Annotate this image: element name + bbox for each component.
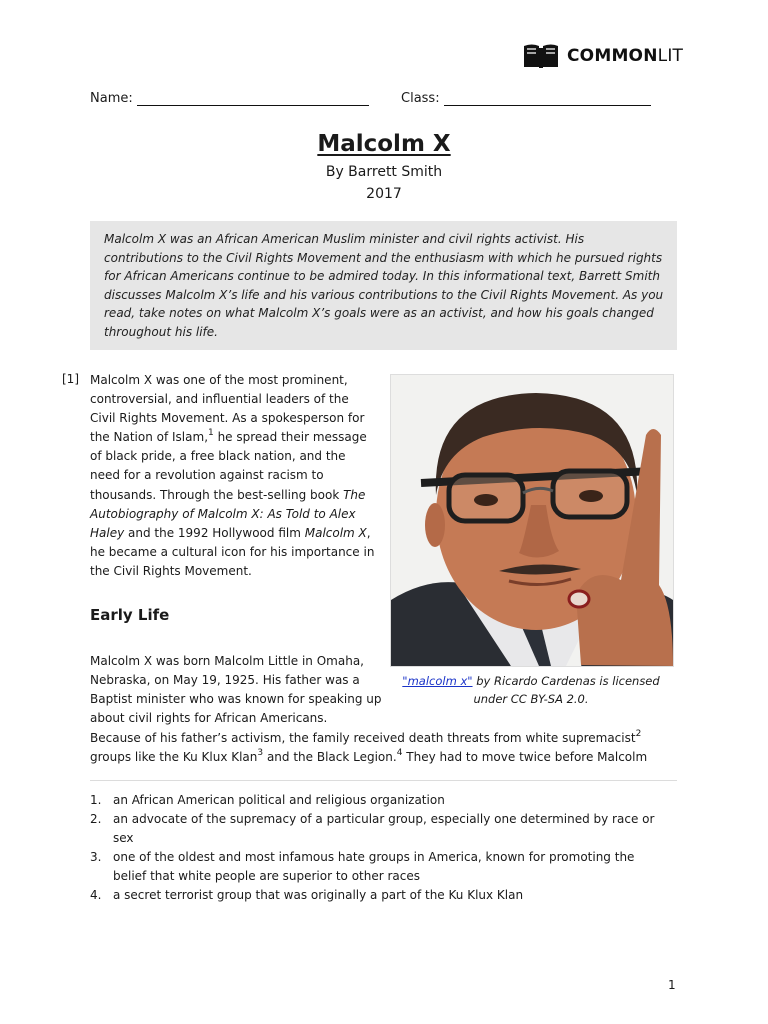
name-blank[interactable] xyxy=(137,91,369,106)
byline: By Barrett Smith xyxy=(325,164,443,180)
commonlit-logo xyxy=(522,42,683,70)
brand-name: COMMONLIT xyxy=(567,46,684,66)
image-caption: "malcolm x" by Ricardo Cardenas is licensed under CC BY-SA 2.0. xyxy=(402,674,660,706)
section-heading: Early Life xyxy=(90,606,170,624)
footnotes-list xyxy=(90,791,670,906)
malcolm-x-portrait xyxy=(390,374,674,667)
page-number: 1 xyxy=(668,978,676,992)
footnote-ref-3[interactable]: 3 xyxy=(257,748,264,759)
footnote-item: 4. a secret terrorist group that was originally a part of the Ku Klux Klan xyxy=(90,888,524,903)
book-icon xyxy=(522,42,560,70)
footnote-ref-1[interactable]: 1 xyxy=(208,428,214,439)
caption-link[interactable]: "malcolm x" xyxy=(402,674,473,688)
footnote-item: 1. an African American political and religious organization xyxy=(90,793,445,807)
paragraph-1: Malcolm X was one of the most prominent, controversial, and influential leaders of the Civil Rights Movement. As a spokesperson for the Nation of Islam,$^1$ he spread their message of black pride, a free black nation, and the need for a revolution against racism to thousands. Through the best-selling book The Autobiography of Malcolm X: As Told to Alex Haley and the 1992 Hollywood film Malcolm X, he became a cultural icon for his importance in the Civil Rights Movement. xyxy=(90,373,375,578)
name-label: Name: xyxy=(90,91,133,106)
footnote-divider xyxy=(90,780,677,781)
paragraph-number: [1] xyxy=(62,372,79,386)
class-label: Class: xyxy=(401,91,440,106)
publication-year: 2017 xyxy=(366,186,402,202)
page-title: Malcolm X xyxy=(317,131,451,157)
paragraph-2-continued: Because of his father’s activism, the family received death threats from white supremacist$^2$ groups like the Ku Klux Klan$^3$ and the Black Legion.$^4$ They had to move twice before Malcolm xyxy=(90,729,648,765)
class-blank[interactable] xyxy=(444,91,651,106)
paragraph-2-start: Malcolm X was born Malcolm Little in Omaha, Nebraska, on May 19, 1925. His father was a Baptist minister who was known for speaking up about civil rights for African Americans. xyxy=(90,654,382,726)
footnote-ref-2[interactable]: 2 xyxy=(635,729,642,739)
class-field[interactable] xyxy=(401,91,651,106)
footnote-item: 2. an advocate of the supremacy of a particular group, especially one determined by race or sex xyxy=(90,812,655,846)
footnote-item: 3. one of the oldest and most infamous hate groups in America, known for promoting the belief that white people are superior to other races xyxy=(90,850,635,884)
footnote-ref-4[interactable]: 4 xyxy=(396,748,403,759)
name-field[interactable] xyxy=(90,91,369,106)
intro-box: Malcolm X was an African American Muslim minister and civil rights activist. His contributions to the Civil Rights Movement and the enthusiasm with which he pursued rights for African Americans continue to be admired today. In this informational text, Barrett Smith discusses Malcolm X’s life and his various contributions to the Civil Rights Movement. As you read, take notes on what Malcolm X’s goals were as an activist, and how his goals changed throughout his life. xyxy=(90,221,677,350)
